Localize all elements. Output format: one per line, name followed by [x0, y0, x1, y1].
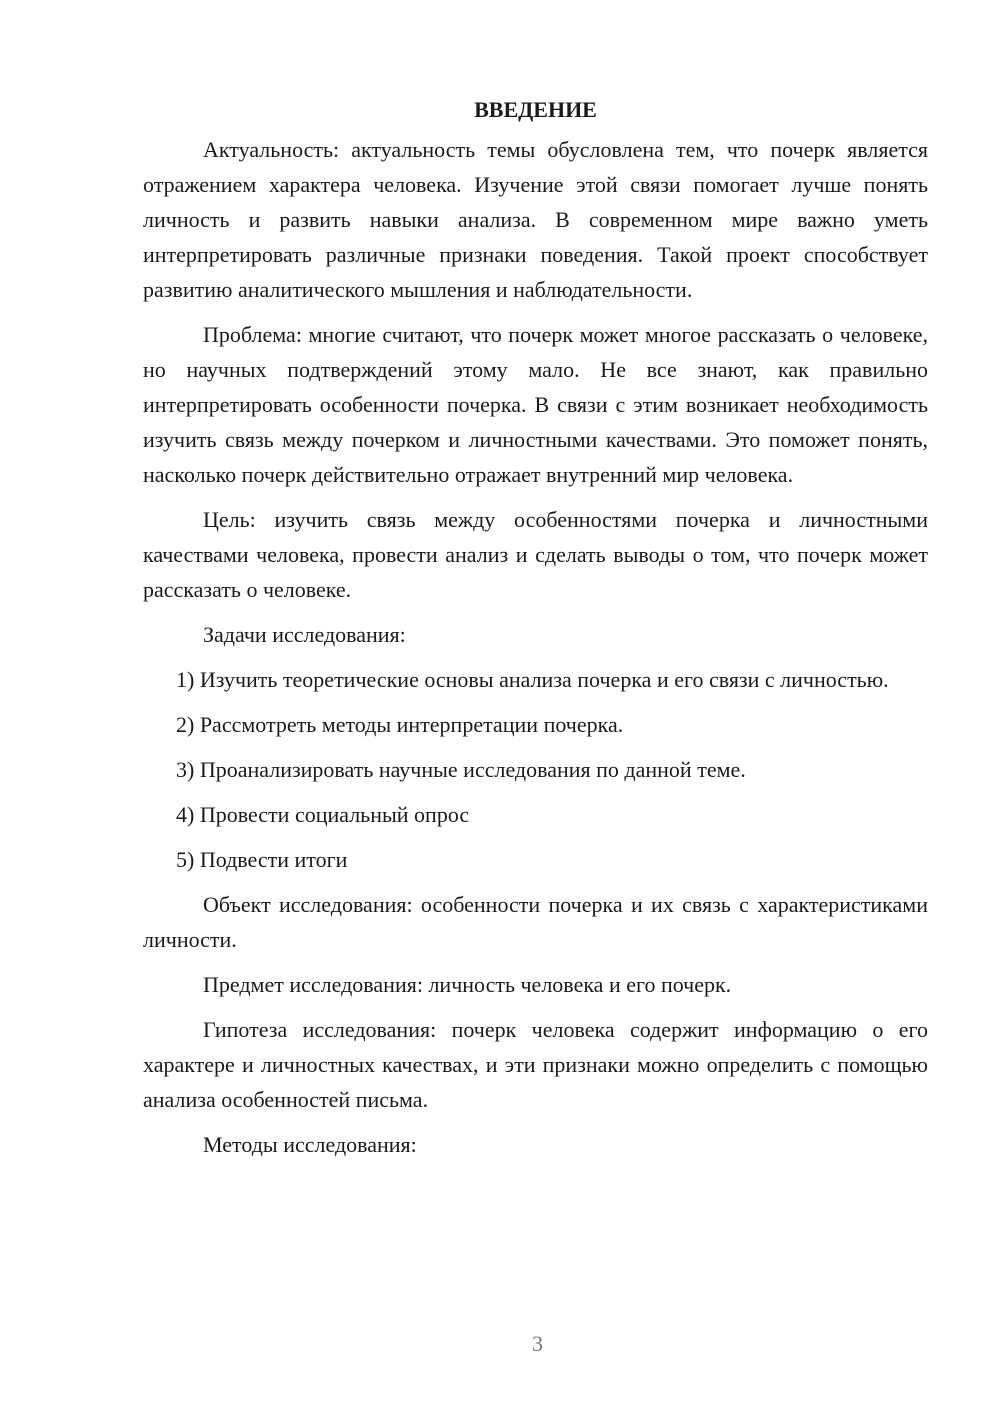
document-page	[143, 92, 928, 1172]
task-item-5: 5) Подвести итоги	[176, 847, 348, 872]
methods-heading: Методы исследования:	[203, 1132, 417, 1157]
subject-paragraph: Предмет исследования: личность человека и его почерк.	[203, 972, 732, 997]
hypothesis-paragraph: Гипотеза исследования: почерк человека содержит информацию о его характере и личностных качествах, и эти признаки можно определить с помощью анализа особенностей письма.	[143, 1017, 928, 1112]
relevance-paragraph: Актуальность: актуальность темы обусловлена тем, что почерк является отражением характера человека. Изучение этой связи помогает лучше понять личность и развить навыки анализа. В современном мире важно уметь интерпретировать различные признаки поведения. Такой проект способствует развитию аналитического мышления и наблюдательности.	[143, 137, 928, 302]
task-item-3: 3) Проанализировать научные исследования по данной теме.	[176, 757, 746, 782]
task-item-4: 4) Провести социальный опрос	[176, 802, 470, 827]
page-number: 3	[532, 1331, 543, 1356]
problem-paragraph: Проблема: многие считают, что почерк может многое рассказать о человеке, но научных подтверждений этому мало. Не все знают, как правильно интерпретировать особенности почерка. В связи с этим возникает необходимость изучить связь между почерком и личностными качествами. Это поможет понять, насколько почерк действительно отражает внутренний мир человека.	[143, 322, 928, 487]
task-item-1: 1) Изучить теоретические основы анализа почерка и его связи с личностью.	[176, 667, 889, 692]
goal-paragraph: Цель: изучить связь между особенностями почерка и личностными качествами человека, провести анализ и сделать выводы о том, что почерк может рассказать о человеке.	[143, 507, 928, 602]
task-item-2: 2) Рассмотреть методы интерпретации почерка.	[176, 712, 624, 737]
object-paragraph: Объект исследования: особенности почерка и их связь с характеристиками личности.	[143, 892, 928, 952]
tasks-heading: Задачи исследования:	[203, 622, 406, 647]
section-title: ВВЕДЕНИЕ	[474, 97, 597, 122]
